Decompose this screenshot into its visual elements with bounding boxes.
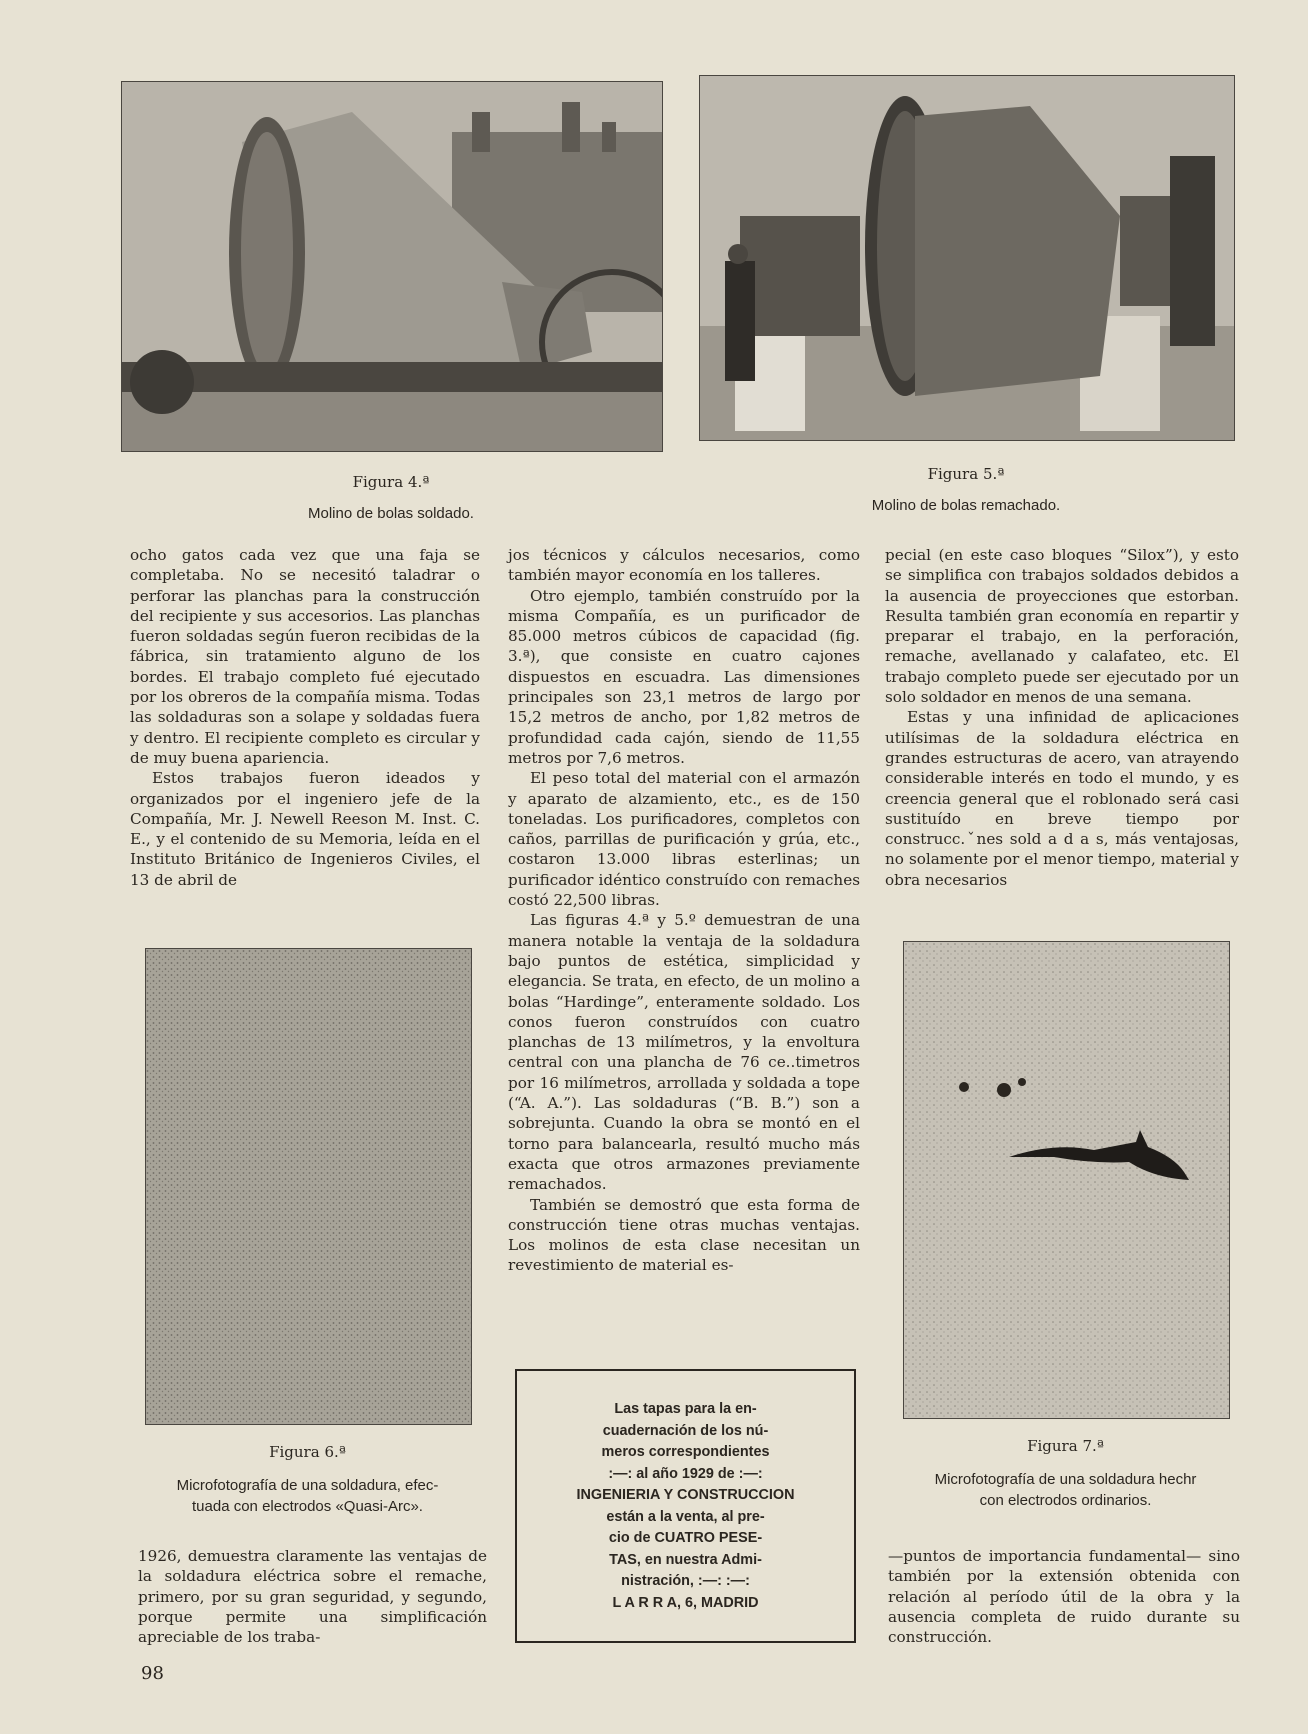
page-number: 98 [141,1663,164,1684]
text-column-3 [885,545,1239,890]
text-column-3-bottom [888,1546,1240,1647]
notice-line-3: meros correspondientes [601,1444,770,1460]
figure-4-label: Figura 4.ª [352,473,430,491]
col2-paragraph-1: jos técnicos y cálculos necesarios, como también mayor economía en los talleres. [508,546,860,585]
col3-paragraph-3: —puntos de importancia fundamental— sino también por la extensión obtenida con relación al período útil de la obra y la ausencia completa de ruido durante su construcción. [888,1547,1240,1647]
figure-5-caption [699,464,1233,516]
notice-line-2: cuadernación de los nú- [602,1422,769,1439]
text-column-1-bottom [138,1546,487,1647]
text-column-1 [130,545,480,890]
welded-ball-mill-image [122,82,662,451]
col3-paragraph-1: pecial (en este caso bloques “Silox”), y esto se simplifica con trabajos soldados debidos a la ausencia de proyecciones que estorban. Resulta también gran economía en repartir y preparar el trabajo, en la perforación, remache, avellanado y calafateo, etc. El trabajo completo puede ser ejecutado por un solo soldador en menos de una semana. [885,546,1239,707]
notice-line-7: cio de CUATRO PESE- [608,1530,763,1546]
col1-paragraph-3: 1926, demuestra claramente las ventajas de la soldadura eléctrica sobre el remache, primero, por su gran seguridad, y segundo, porque permite una simplificación apreciable de los traba- [138,1547,487,1647]
col3-paragraph-2: Estas y una infinidad de aplicaciones utilísimas de la soldadura eléctrica en grandes estructuras de acero, van atrayendo considerable interés en todo el mundo, y es creencia general que el roblonado será casi sustituído en breve tiempo por construcc.ˇnes sold a d a s, más ventajosas, no solamente por el menor tiempo, material y obra necesarios [885,708,1239,889]
notice-line-9: nistración, :—: :—: [621,1573,750,1589]
figure-6-caption [135,1442,480,1517]
riveted-ball-mill-image [700,76,1234,440]
figure-6-micrograph [145,948,472,1425]
col1-paragraph-1: ocho gatos cada vez que una faja se completaba. No se necesitó taladrar o perforar las planchas para la construcción del recipiente y sus accesorios. Las planchas fueron soldadas según fueron recibidas de la fábrica, sin tratamiento alguno de los bordes. El trabajo completo fué ejecutado por los obreros de la compañía misma. Todas las soldaduras son a solape y soldadas fuera y dentro. El recipiente completo es circular y de muy buena apariencia. [130,546,480,767]
figure-4-photo [121,81,663,452]
figure-6-text-line-2: tuada con electrodos «Quasi-Arc». [192,1498,423,1515]
notice-line-4: :—: al año 1929 de :—: [608,1465,763,1482]
binding-covers-notice [515,1369,856,1643]
figure-4-text: Molino de bolas soldado. [308,505,474,522]
col2-paragraph-4: Las figuras 4.ª y 5.º demuestran de una manera notable la ventaja de la soldadura bajo puntos de estética, simplicidad y elegancia. Se trata, en efecto, de un molino a bolas “Hardinge”, enteramente soldado. Los conos fueron construídos con cuatro planchas de 13 milímetros, y la envoltura central con una plancha de 76 ce..timetros por 16 milímetros, arrollada y soldada a tope (“A. A.”). Las soldaduras (“B. B.”) son a sobrejunta. Cuando la obra se montó en el torno para balancearla, resultó mucho más exacta que otros armazones previamente remachados. [508,911,860,1194]
figure-7-label: Figura 7.ª [1027,1437,1104,1455]
col2-paragraph-3: El peso total del material con el armazón y aparato de alzamiento, etc., es de 150 toneladas. Los purificadores, completos con caños, parrillas de purificación y grúa, etc., costaron 13.000 libras esterlinas; un purificador idéntico construído con remaches costó 22,500 libras. [508,769,860,910]
notice-line-10: L A R R A, 6, MADRID [612,1594,759,1611]
figure-7-caption [893,1436,1238,1511]
col2-paragraph-2: Otro ejemplo, también construído por la misma Compañía, es un purificador de 85.000 metros cúbicos de capacidad (fig. 3.ª), que consiste en cuatro cajones dispuestos en escuadra. Las dimensiones principales son 23,1 metros de largo por 15,2 metros de ancho, por 1,82 metros de profundidad cada cajón, siendo de 11,55 metros por 7,6 metros. [508,586,860,767]
figure-7-micrograph [903,941,1230,1419]
notice-line-1: Las tapas para la en- [614,1401,757,1417]
notice-line-6: están a la venta, al pre- [606,1508,765,1525]
text-column-2 [508,545,860,1276]
figure-5-text: Molino de bolas remachado. [871,497,1061,514]
figure-7-text-line-2: con electrodos ordinarios. [979,1492,1152,1509]
notice-line-8: TAS, en nuestra Admi- [609,1551,762,1568]
notice-line-5: INGENIERIA Y CONSTRUCCION [576,1487,795,1503]
figure-5-photo [699,75,1235,441]
figure-4-caption [121,472,661,524]
figure-6-label: Figura 6.ª [269,1443,346,1461]
figure-6-text-line-1: Microfotografía de una soldadura, efec- [176,1477,439,1494]
col2-paragraph-5: También se demostró que esta forma de construcción tiene otras muchas ventajas. Los molinos de esta clase necesitan un revestimiento de material es- [508,1195,860,1275]
figure-7-text-line-1: Microfotografía de una soldadura hechr [934,1471,1197,1488]
figure-5-label: Figura 5.ª [927,465,1005,483]
col1-paragraph-2: Estos trabajos fueron ideados y organizados por el ingeniero jefe de la Compañía, Mr. J. Newell Reeson M. Inst. C. E., y el contenido de su Memoria, leída en el Instituto Británico de Ingenieros Civiles, el 13 de abril de [130,769,480,889]
ordinary-electrode-weld-micrograph [904,942,1229,1418]
quasi-arc-weld-micrograph [146,949,471,1424]
